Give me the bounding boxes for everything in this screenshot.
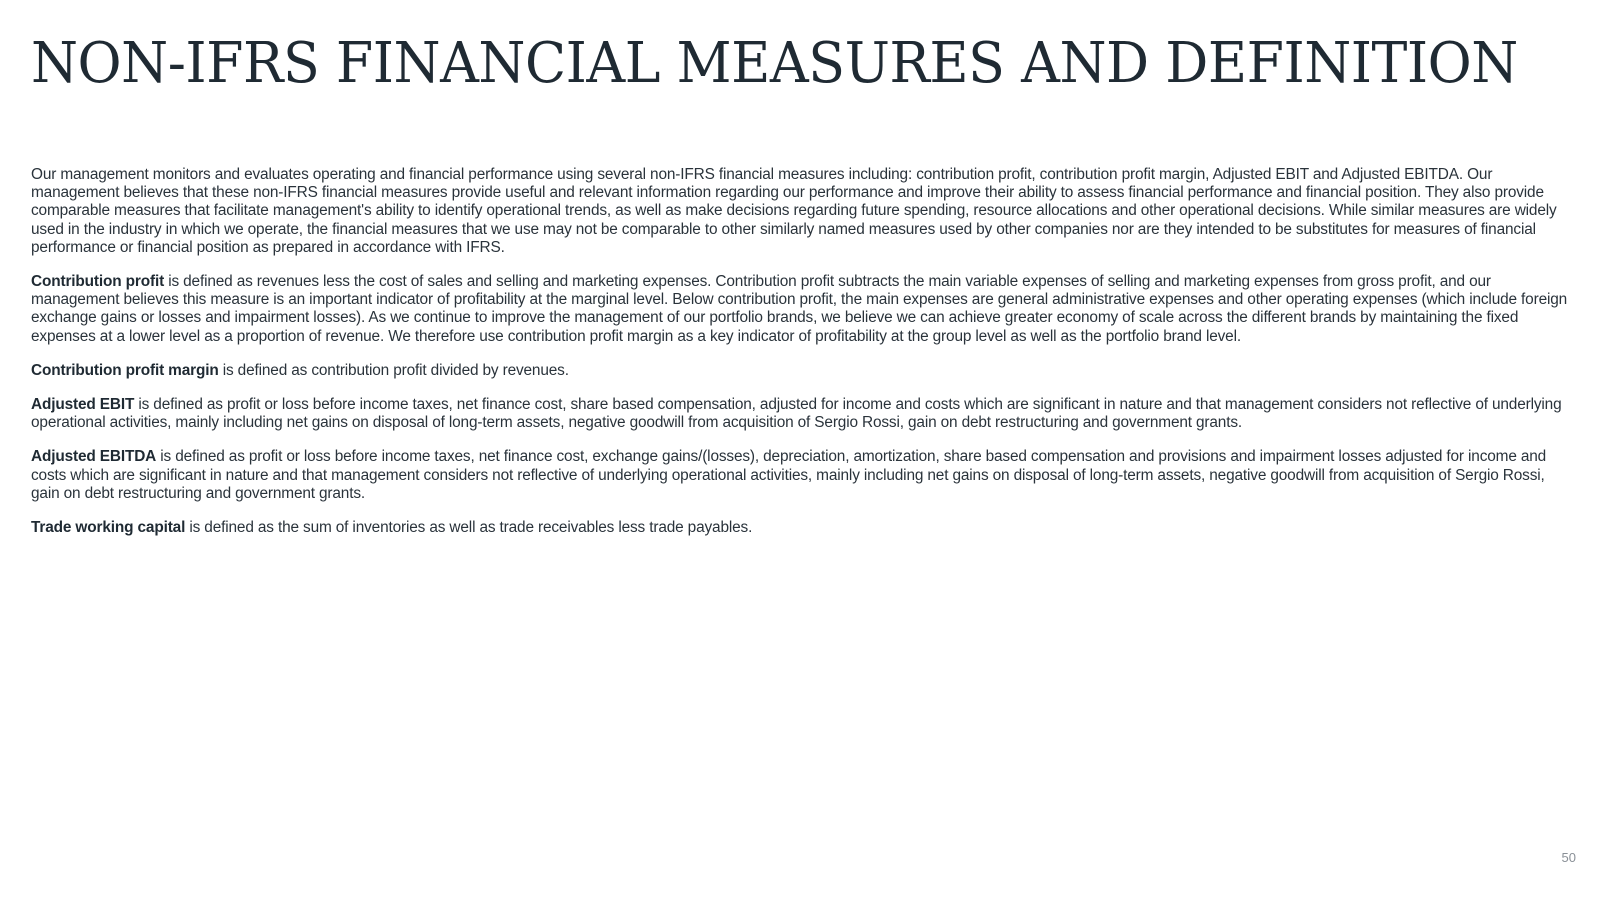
definition-term: Adjusted EBIT bbox=[31, 396, 135, 414]
page-title: NON-IFRS FINANCIAL MEASURES AND DEFINITION bbox=[31, 31, 1518, 96]
definition-contribution-profit-margin bbox=[31, 362, 1571, 380]
definition-term: Adjusted EBITDA bbox=[31, 448, 157, 466]
body-text bbox=[31, 166, 1571, 553]
intro-paragraph: Our management monitors and evaluates operating and financial performance using several non-IFRS financial measures including: contribution profit, contribution profit margin, Adjusted EBIT and Adjusted EBITDA. Our management believes that these non-IFRS financial measures provide useful and relevant information regarding our performance and improve their ability to assess financial performance and financial position. They also provide comparable measures that facilitate management's ability to identify operational trends, as well as make decisions regarding future spending, resource allocations and other operational decisions. While similar measures are widely used in the industry in which we operate, the financial measures that we use may not be comparable to other similarly named measures used by other companies nor are they intended to be substitutes for measures of financial performance or financial position as prepared in accordance with IFRS. bbox=[31, 166, 1557, 256]
definition-term: Contribution profit margin bbox=[31, 361, 219, 379]
definition-trade-working-capital bbox=[31, 519, 1571, 537]
definition-adjusted-ebitda bbox=[31, 448, 1571, 503]
definition-text: is defined as revenues less the cost of sales and selling and marketing expenses. Contribution profit subtracts the main variable expenses of selling and marketing expenses from gross profit, and our management believes this measure is an important indicator of profitability at the marginal level. Below contribution profit, the main expenses are general administrative expenses and other operating expenses (which include foreign exchange gains or losses and impairment losses). As we continue to improve the management of our portfolio brands, we believe we can achieve greater economy of scale across the different brands by maintaining the fixed expenses at a lower level as a proportion of revenue. We therefore use contribution profit margin as a key indicator of profitability at the group level as well as the portfolio brand level. bbox=[31, 273, 1568, 345]
page-number: 50 bbox=[1561, 850, 1576, 865]
definition-text: is defined as contribution profit divided by revenues. bbox=[218, 361, 569, 379]
definition-adjusted-ebit bbox=[31, 396, 1571, 432]
definition-text: is defined as the sum of inventories as well as trade receivables less trade payables. bbox=[185, 519, 753, 537]
definition-term: Trade working capital bbox=[31, 519, 186, 537]
definition-text: is defined as profit or loss before income taxes, net finance cost, share based compensation, adjusted for income and costs which are significant in nature and that management considers not reflective of underlying operational activities, mainly including net gains on disposal of long-term assets, negative goodwill from acquisition of Sergio Rossi, gain on debt restructuring and government grants. bbox=[31, 396, 1562, 432]
definition-term: Contribution profit bbox=[31, 273, 165, 291]
definition-contribution-profit bbox=[31, 273, 1571, 346]
definition-text: is defined as profit or loss before income taxes, net finance cost, exchange gains/(losses), depreciation, amortization, share based compensation and provisions and impairment losses adjusted for income and costs which are significant in nature and that management considers not reflective of underlying operational activities, mainly including net gains on disposal of long-term assets, negative goodwill from acquisition of Sergio Rossi, gain on debt restructuring and government grants. bbox=[31, 448, 1547, 502]
